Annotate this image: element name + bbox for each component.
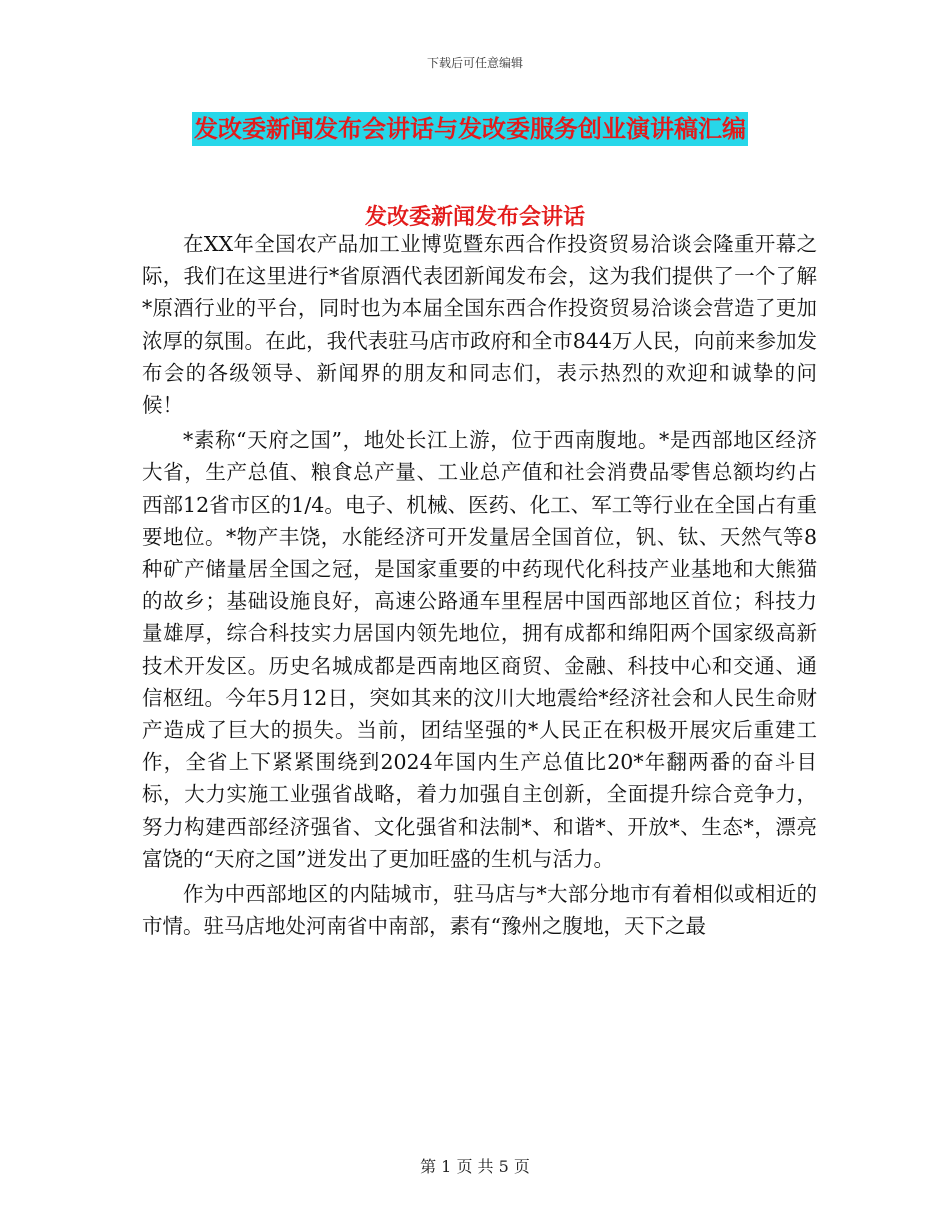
page-number: 第 1 页 共 5 页 [420, 1157, 530, 1176]
body-text [142, 228, 817, 945]
paragraph-3: 作为中西部地区的内陆城市，驻马店与*大部分地市有着相似或相近的市情。驻马店地处河南省中南部，素有“豫州之腹地，天下之最 [142, 882, 817, 939]
paragraph-2: *素称“天府之国”，地处长江上游，位于西南腹地。*是西部地区经济大省，生产总值、粮食总产量、工业总产值和社会消费品零售总额均约占西部12省市区的1/4。电子、机械、医药、化工、军工等行业在全国占有重要地位。*物产丰饶，水能经济可开发量居全国首位，钒、钛、天然气等8种矿产储量居全国之冠，是国家重要的中药现代化科技产业基地和大熊猫的故乡；基础设施良好，高速公路通车里程居中国西部地区首位；科技力量雄厚，综合科技实力居国内领先地位，拥有成都和绵阳两个国家级高新技术开发区。历史名城成都是西南地区商贸、金融、科技中心和交通、通信枢纽。今年5月12日，突如其来的汶川大地震给*经济社会和人民生命财产造成了巨大的损失。当前，团结坚强的*人民正在积极开展灾后重建工作，全省上下紧紧围绕到2024年国内生产总值比20*年翻两番的奋斗目标，大力实施工业强省战略，着力加强自主创新，全面提升综合竞争力，努力构建西部经济强省、文化强省和法制*、和谐*、开放*、生态*，漂亮富饶的“天府之国”迸发出了更加旺盛的生机与活力。 [142, 428, 817, 871]
paragraph-1: 在XX年全国农产品加工业博览暨东西合作投资贸易洽谈会隆重开幕之际，我们在这里进行*省原酒代表团新闻发布会，这为我们提供了一个了解*原酒行业的平台，同时也为本届全国东西合作投资贸易洽谈会营造了更加浓厚的氛围。在此，我代表驻马店市政府和全市844万人民，向前来参加发布会的各级领导、新闻界的朋友和同志们，表示热烈的欢迎和诚挚的问候！ [142, 232, 817, 418]
header-note: 下载后可任意编辑 [426, 56, 523, 70]
section-title: 发改委新闻发布会讲话 [364, 204, 585, 230]
document-title: 发改委新闻发布会讲话与发改委服务创业演讲稿汇编 [192, 112, 748, 146]
